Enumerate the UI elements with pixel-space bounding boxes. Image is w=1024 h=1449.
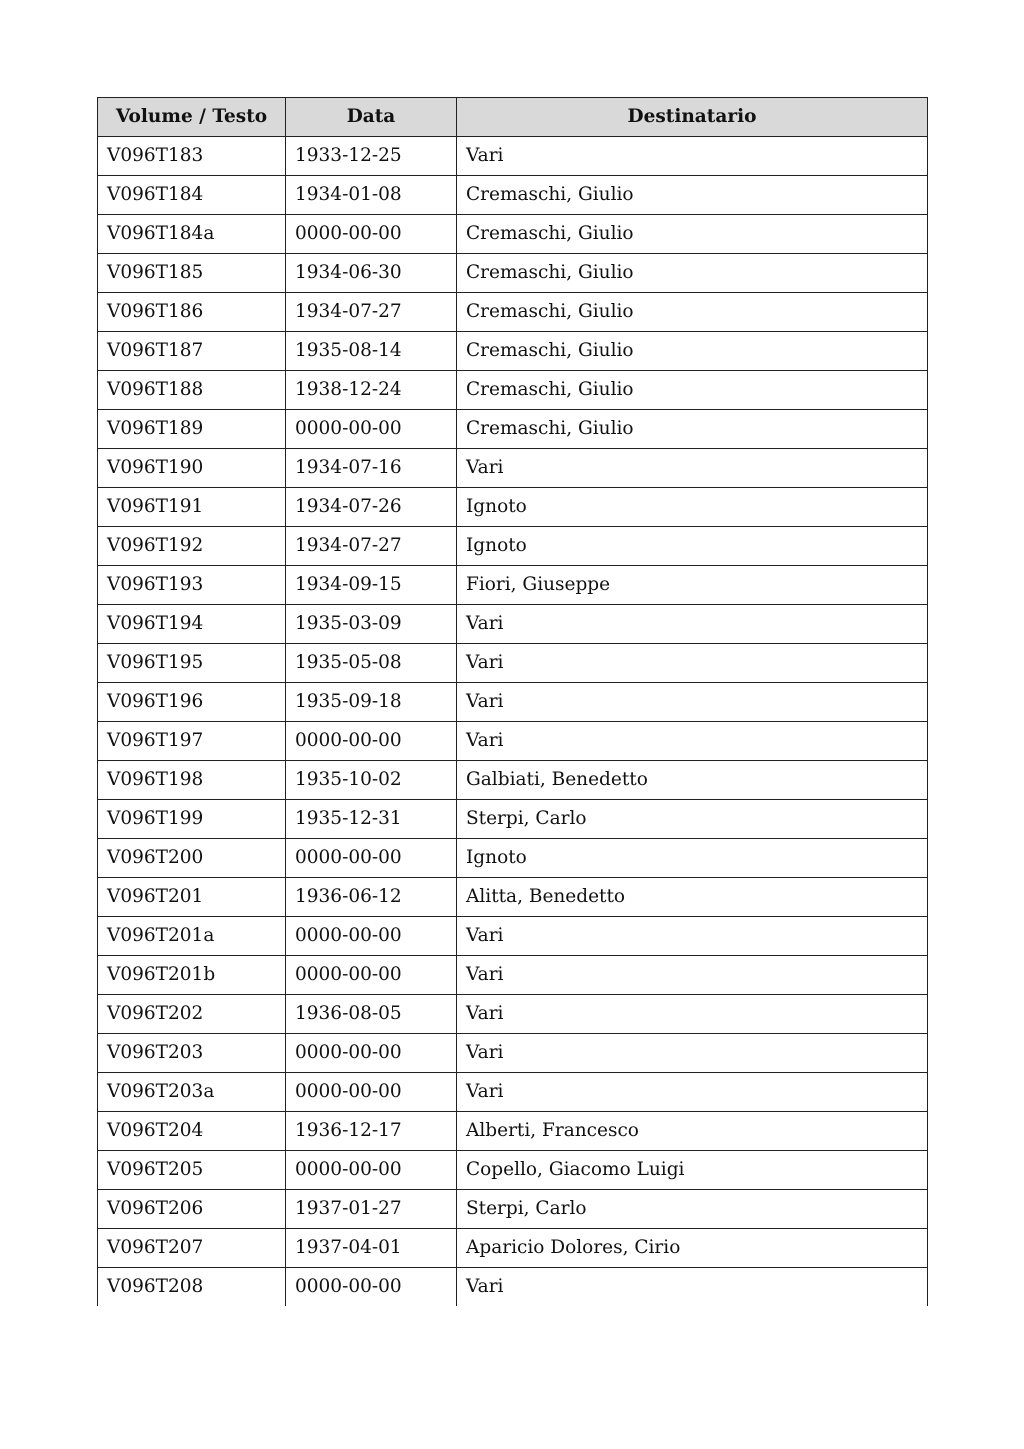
cell-volume-testo: V096T201a bbox=[98, 917, 286, 956]
cell-destinatario: Cremaschi, Giulio bbox=[457, 410, 928, 449]
cell-destinatario: Cremaschi, Giulio bbox=[457, 332, 928, 371]
table-row bbox=[98, 722, 928, 761]
cell-data: 1937-01-27 bbox=[286, 1190, 457, 1229]
cell-data: 1935-05-08 bbox=[286, 644, 457, 683]
table-row bbox=[98, 293, 928, 332]
cell-data: 0000-00-00 bbox=[286, 410, 457, 449]
table-row bbox=[98, 137, 928, 176]
table-row bbox=[98, 176, 928, 215]
table-row bbox=[98, 449, 928, 488]
cell-volume-testo: V096T194 bbox=[98, 605, 286, 644]
cell-volume-testo: V096T186 bbox=[98, 293, 286, 332]
table-row bbox=[98, 956, 928, 995]
table-row bbox=[98, 488, 928, 527]
cell-destinatario: Fiori, Giuseppe bbox=[457, 566, 928, 605]
cell-volume-testo: V096T197 bbox=[98, 722, 286, 761]
table-row bbox=[98, 410, 928, 449]
cell-data: 1935-10-02 bbox=[286, 761, 457, 800]
cell-volume-testo: V096T201b bbox=[98, 956, 286, 995]
table-row bbox=[98, 1034, 928, 1073]
cell-volume-testo: V096T200 bbox=[98, 839, 286, 878]
cell-data: 1936-06-12 bbox=[286, 878, 457, 917]
cell-destinatario: Cremaschi, Giulio bbox=[457, 371, 928, 410]
cell-destinatario: Vari bbox=[457, 449, 928, 488]
table-row bbox=[98, 1229, 928, 1268]
cell-destinatario: Ignoto bbox=[457, 527, 928, 566]
cell-volume-testo: V096T202 bbox=[98, 995, 286, 1034]
cell-data: 1935-12-31 bbox=[286, 800, 457, 839]
cell-volume-testo: V096T198 bbox=[98, 761, 286, 800]
cell-volume-testo: V096T187 bbox=[98, 332, 286, 371]
cell-volume-testo: V096T192 bbox=[98, 527, 286, 566]
cell-data: 1934-01-08 bbox=[286, 176, 457, 215]
cell-data: 1935-08-14 bbox=[286, 332, 457, 371]
table-body bbox=[98, 137, 928, 1307]
cell-destinatario: Vari bbox=[457, 917, 928, 956]
cell-volume-testo: V096T191 bbox=[98, 488, 286, 527]
table-row bbox=[98, 761, 928, 800]
cell-data: 0000-00-00 bbox=[286, 1268, 457, 1307]
table-row bbox=[98, 917, 928, 956]
cell-destinatario: Alberti, Francesco bbox=[457, 1112, 928, 1151]
cell-destinatario: Ignoto bbox=[457, 488, 928, 527]
cell-volume-testo: V096T190 bbox=[98, 449, 286, 488]
cell-destinatario: Sterpi, Carlo bbox=[457, 1190, 928, 1229]
cell-destinatario: Vari bbox=[457, 1034, 928, 1073]
cell-destinatario: Sterpi, Carlo bbox=[457, 800, 928, 839]
cell-data: 1935-03-09 bbox=[286, 605, 457, 644]
table-header bbox=[98, 98, 928, 137]
cell-data: 1934-07-27 bbox=[286, 293, 457, 332]
cell-volume-testo: V096T207 bbox=[98, 1229, 286, 1268]
cell-volume-testo: V096T189 bbox=[98, 410, 286, 449]
table-row bbox=[98, 332, 928, 371]
cell-volume-testo: V096T204 bbox=[98, 1112, 286, 1151]
letters-table bbox=[97, 97, 928, 1306]
cell-data: 0000-00-00 bbox=[286, 1034, 457, 1073]
cell-volume-testo: V096T205 bbox=[98, 1151, 286, 1190]
cell-destinatario: Cremaschi, Giulio bbox=[457, 293, 928, 332]
cell-destinatario: Vari bbox=[457, 1268, 928, 1307]
cell-data: 1934-07-16 bbox=[286, 449, 457, 488]
cell-data: 0000-00-00 bbox=[286, 1151, 457, 1190]
cell-volume-testo: V096T183 bbox=[98, 137, 286, 176]
table-row bbox=[98, 878, 928, 917]
table-row bbox=[98, 1151, 928, 1190]
cell-volume-testo: V096T184 bbox=[98, 176, 286, 215]
table-row bbox=[98, 215, 928, 254]
table-row bbox=[98, 644, 928, 683]
table-row bbox=[98, 605, 928, 644]
cell-destinatario: Galbiati, Benedetto bbox=[457, 761, 928, 800]
cell-data: 0000-00-00 bbox=[286, 839, 457, 878]
table-row bbox=[98, 1112, 928, 1151]
cell-destinatario: Vari bbox=[457, 137, 928, 176]
cell-destinatario: Vari bbox=[457, 956, 928, 995]
cell-data: 0000-00-00 bbox=[286, 956, 457, 995]
table-row bbox=[98, 254, 928, 293]
cell-destinatario: Cremaschi, Giulio bbox=[457, 176, 928, 215]
cell-volume-testo: V096T206 bbox=[98, 1190, 286, 1229]
cell-destinatario: Vari bbox=[457, 683, 928, 722]
header-volume-testo: Volume / Testo bbox=[98, 98, 286, 137]
cell-volume-testo: V096T201 bbox=[98, 878, 286, 917]
cell-destinatario: Cremaschi, Giulio bbox=[457, 215, 928, 254]
cell-destinatario: Ignoto bbox=[457, 839, 928, 878]
cell-data: 0000-00-00 bbox=[286, 1073, 457, 1112]
cell-data: 1934-06-30 bbox=[286, 254, 457, 293]
header-destinatario: Destinatario bbox=[457, 98, 928, 137]
cell-volume-testo: V096T203 bbox=[98, 1034, 286, 1073]
cell-data: 0000-00-00 bbox=[286, 215, 457, 254]
cell-volume-testo: V096T208 bbox=[98, 1268, 286, 1307]
cell-data: 0000-00-00 bbox=[286, 917, 457, 956]
table-container bbox=[97, 97, 927, 1306]
cell-destinatario: Vari bbox=[457, 605, 928, 644]
cell-data: 1934-09-15 bbox=[286, 566, 457, 605]
cell-volume-testo: V096T196 bbox=[98, 683, 286, 722]
cell-volume-testo: V096T184a bbox=[98, 215, 286, 254]
table-row bbox=[98, 800, 928, 839]
table-row bbox=[98, 995, 928, 1034]
header-row bbox=[98, 98, 928, 137]
cell-volume-testo: V096T193 bbox=[98, 566, 286, 605]
cell-destinatario: Vari bbox=[457, 644, 928, 683]
cell-data: 0000-00-00 bbox=[286, 722, 457, 761]
cell-volume-testo: V096T185 bbox=[98, 254, 286, 293]
cell-data: 1934-07-26 bbox=[286, 488, 457, 527]
table-row bbox=[98, 566, 928, 605]
table-row bbox=[98, 1190, 928, 1229]
cell-data: 1938-12-24 bbox=[286, 371, 457, 410]
cell-data: 1935-09-18 bbox=[286, 683, 457, 722]
cell-volume-testo: V096T188 bbox=[98, 371, 286, 410]
cell-destinatario: Alitta, Benedetto bbox=[457, 878, 928, 917]
table-row bbox=[98, 839, 928, 878]
header-data: Data bbox=[286, 98, 457, 137]
cell-data: 1937-04-01 bbox=[286, 1229, 457, 1268]
cell-volume-testo: V096T195 bbox=[98, 644, 286, 683]
cell-destinatario: Vari bbox=[457, 1073, 928, 1112]
cell-volume-testo: V096T203a bbox=[98, 1073, 286, 1112]
cell-destinatario: Vari bbox=[457, 722, 928, 761]
cell-data: 1934-07-27 bbox=[286, 527, 457, 566]
cell-destinatario: Aparicio Dolores, Cirio bbox=[457, 1229, 928, 1268]
table-row bbox=[98, 1073, 928, 1112]
cell-destinatario: Copello, Giacomo Luigi bbox=[457, 1151, 928, 1190]
table-row bbox=[98, 527, 928, 566]
table-row bbox=[98, 1268, 928, 1307]
cell-volume-testo: V096T199 bbox=[98, 800, 286, 839]
table-row bbox=[98, 683, 928, 722]
cell-data: 1936-12-17 bbox=[286, 1112, 457, 1151]
cell-destinatario: Cremaschi, Giulio bbox=[457, 254, 928, 293]
cell-destinatario: Vari bbox=[457, 995, 928, 1034]
cell-data: 1936-08-05 bbox=[286, 995, 457, 1034]
cell-data: 1933-12-25 bbox=[286, 137, 457, 176]
table-row bbox=[98, 371, 928, 410]
